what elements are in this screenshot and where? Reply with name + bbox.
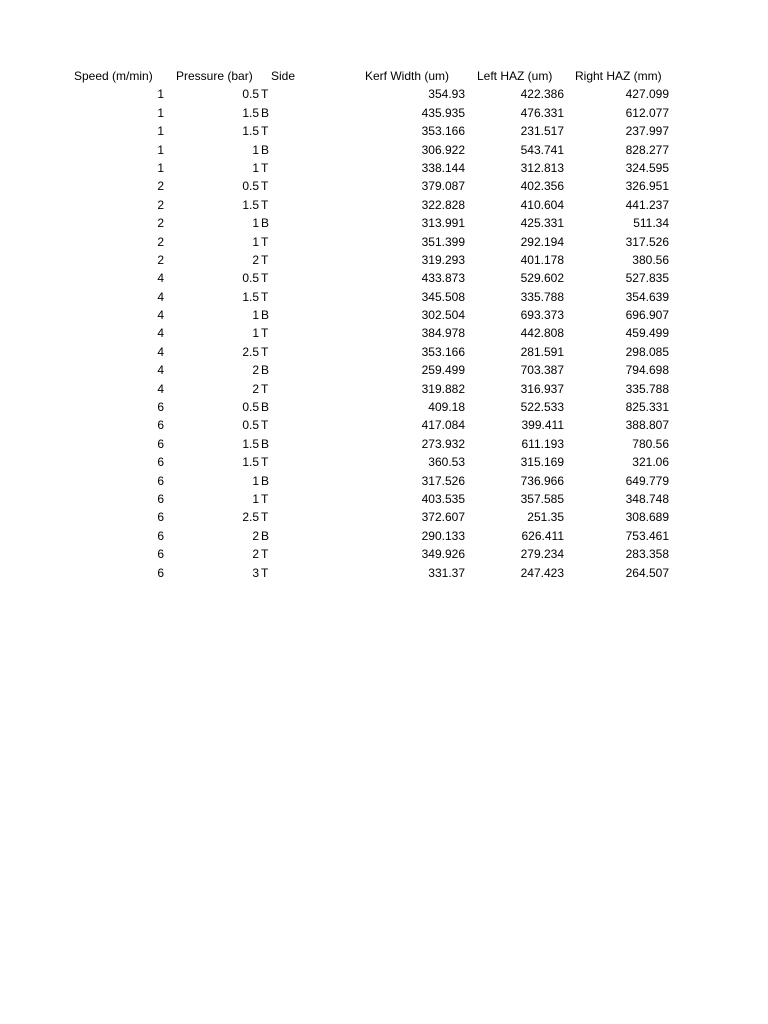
- cell-pressure: 0.5: [242, 271, 259, 286]
- table-row: [0, 508, 768, 526]
- cell-pressure: 0.5: [242, 400, 259, 415]
- cell-side: B: [261, 105, 270, 120]
- cell-side: T: [261, 289, 269, 304]
- cell-speed: 6: [157, 491, 164, 506]
- header-row: [0, 67, 768, 85]
- cell-kerf-width: 435.935: [421, 105, 465, 120]
- cell-kerf-width: 273.932: [421, 436, 465, 451]
- cell-left-haz: 247.423: [520, 565, 564, 580]
- cell-speed: 6: [157, 418, 164, 433]
- cell-kerf-width: 319.293: [421, 252, 465, 267]
- cell-side: T: [261, 565, 269, 580]
- table-row: [0, 233, 768, 251]
- cell-pressure: 2: [252, 528, 259, 543]
- cell-speed: 1: [157, 105, 164, 120]
- cell-kerf-width: 349.926: [421, 547, 465, 562]
- cell-left-haz: 231.517: [520, 124, 564, 139]
- cell-side: T: [261, 160, 269, 175]
- table-row: [0, 288, 768, 306]
- table-row: [0, 196, 768, 214]
- cell-left-haz: 312.813: [520, 160, 564, 175]
- cell-pressure: 2.5: [242, 510, 259, 525]
- cell-side: T: [261, 197, 269, 212]
- cell-right-haz: 427.099: [625, 87, 669, 102]
- cell-right-haz: 335.788: [625, 381, 669, 396]
- cell-kerf-width: 351.399: [421, 234, 465, 249]
- cell-pressure: 2.5: [242, 344, 259, 359]
- cell-left-haz: 281.591: [520, 344, 564, 359]
- table-row: [0, 122, 768, 140]
- cell-pressure: 1: [252, 216, 259, 231]
- cell-pressure: 2: [252, 381, 259, 396]
- cell-pressure: 1: [252, 308, 259, 323]
- cell-right-haz: 237.997: [625, 124, 669, 139]
- cell-speed: 4: [157, 289, 164, 304]
- cell-right-haz: 264.507: [625, 565, 669, 580]
- data-table: [0, 67, 768, 582]
- cell-right-haz: 348.748: [625, 491, 669, 506]
- cell-right-haz: 380.56: [632, 252, 669, 267]
- cell-pressure: 1.5: [242, 289, 259, 304]
- cell-side: T: [261, 418, 269, 433]
- cell-left-haz: 357.585: [520, 491, 564, 506]
- cell-pressure: 1: [252, 326, 259, 341]
- table-row: [0, 545, 768, 563]
- cell-left-haz: 442.808: [520, 326, 564, 341]
- cell-speed: 4: [157, 271, 164, 286]
- cell-left-haz: 529.602: [520, 271, 564, 286]
- cell-pressure: 1: [252, 491, 259, 506]
- cell-kerf-width: 360.53: [428, 455, 465, 470]
- table-row: [0, 453, 768, 471]
- cell-pressure: 1.5: [242, 105, 259, 120]
- cell-right-haz: 298.085: [625, 344, 669, 359]
- cell-speed: 2: [157, 179, 164, 194]
- cell-right-haz: 696.907: [625, 308, 669, 323]
- cell-speed: 1: [157, 160, 164, 175]
- table-row: [0, 85, 768, 103]
- cell-side: T: [261, 271, 269, 286]
- cell-side: B: [261, 363, 270, 378]
- cell-side: T: [261, 381, 269, 396]
- cell-speed: 4: [157, 363, 164, 378]
- cell-right-haz: 527.835: [625, 271, 669, 286]
- cell-pressure: 1.5: [242, 455, 259, 470]
- cell-left-haz: 292.194: [520, 234, 564, 249]
- cell-speed: 4: [157, 326, 164, 341]
- cell-speed: 6: [157, 547, 164, 562]
- cell-side: T: [261, 491, 269, 506]
- cell-kerf-width: 331.37: [428, 565, 465, 580]
- cell-speed: 6: [157, 455, 164, 470]
- cell-right-haz: 283.358: [625, 547, 669, 562]
- cell-kerf-width: 417.084: [421, 418, 465, 433]
- cell-side: T: [261, 234, 269, 249]
- cell-right-haz: 317.526: [625, 234, 669, 249]
- cell-side: B: [261, 400, 270, 415]
- table-row: [0, 306, 768, 324]
- cell-kerf-width: 409.18: [428, 400, 465, 415]
- cell-left-haz: 522.533: [520, 400, 564, 415]
- cell-side: T: [261, 124, 269, 139]
- cell-kerf-width: 290.133: [421, 528, 465, 543]
- cell-speed: 4: [157, 381, 164, 396]
- cell-right-haz: 825.331: [625, 400, 669, 415]
- cell-kerf-width: 353.166: [421, 344, 465, 359]
- cell-speed: 1: [157, 142, 164, 157]
- cell-right-haz: 326.951: [625, 179, 669, 194]
- cell-kerf-width: 302.504: [421, 308, 465, 323]
- cell-side: B: [261, 308, 270, 323]
- cell-kerf-width: 353.166: [421, 124, 465, 139]
- cell-side: B: [261, 528, 270, 543]
- cell-speed: 2: [157, 216, 164, 231]
- header-left-haz: Left HAZ (um): [477, 69, 553, 83]
- cell-left-haz: 315.169: [520, 455, 564, 470]
- cell-kerf-width: 403.535: [421, 491, 465, 506]
- table-row: [0, 361, 768, 379]
- table-row: [0, 324, 768, 342]
- cell-left-haz: 425.331: [520, 216, 564, 231]
- cell-speed: 1: [157, 87, 164, 102]
- cell-pressure: 1.5: [242, 197, 259, 212]
- table-row: [0, 214, 768, 232]
- cell-side: B: [261, 142, 270, 157]
- cell-left-haz: 693.373: [520, 308, 564, 323]
- cell-right-haz: 780.56: [632, 436, 669, 451]
- cell-left-haz: 402.356: [520, 179, 564, 194]
- cell-left-haz: 626.411: [521, 528, 564, 543]
- table-row: [0, 527, 768, 545]
- cell-pressure: 1: [252, 234, 259, 249]
- table-row: [0, 251, 768, 269]
- cell-kerf-width: 354.93: [428, 87, 465, 102]
- table-row: [0, 490, 768, 508]
- header-speed: Speed (m/min): [74, 69, 153, 83]
- cell-right-haz: 354.639: [625, 289, 669, 304]
- cell-left-haz: 399.411: [521, 418, 564, 433]
- cell-right-haz: 511.34: [633, 216, 669, 231]
- cell-pressure: 2: [252, 252, 259, 267]
- cell-left-haz: 476.331: [520, 105, 564, 120]
- cell-pressure: 0.5: [242, 418, 259, 433]
- cell-kerf-width: 306.922: [421, 142, 465, 157]
- cell-kerf-width: 384.978: [421, 326, 465, 341]
- cell-pressure: 3: [252, 565, 259, 580]
- cell-left-haz: 279.234: [520, 547, 564, 562]
- cell-side: T: [261, 326, 269, 341]
- cell-kerf-width: 259.499: [421, 363, 465, 378]
- header-kerf-width: Kerf Width (um): [365, 69, 450, 83]
- cell-kerf-width: 379.087: [421, 179, 465, 194]
- cell-kerf-width: 319.882: [421, 381, 465, 396]
- cell-left-haz: 543.741: [520, 142, 564, 157]
- cell-right-haz: 324.595: [625, 160, 669, 175]
- cell-right-haz: 459.499: [625, 326, 669, 341]
- cell-speed: 6: [157, 436, 164, 451]
- cell-speed: 2: [157, 234, 164, 249]
- table-row: [0, 343, 768, 361]
- cell-pressure: 1: [252, 142, 259, 157]
- cell-right-haz: 612.077: [625, 105, 669, 120]
- cell-pressure: 1.5: [242, 436, 259, 451]
- cell-side: T: [261, 179, 269, 194]
- cell-right-haz: 388.807: [625, 418, 669, 433]
- cell-pressure: 1: [252, 473, 259, 488]
- table-body: [0, 85, 768, 582]
- cell-pressure: 0.5: [242, 179, 259, 194]
- cell-left-haz: 703.387: [520, 363, 564, 378]
- cell-right-haz: 321.06: [632, 455, 669, 470]
- cell-speed: 6: [157, 565, 164, 580]
- cell-side: T: [261, 344, 269, 359]
- cell-side: B: [261, 216, 270, 231]
- table-row: [0, 398, 768, 416]
- cell-kerf-width: 313.991: [421, 216, 465, 231]
- cell-side: T: [261, 252, 269, 267]
- cell-side: B: [261, 473, 270, 488]
- cell-pressure: 1: [252, 160, 259, 175]
- cell-right-haz: 828.277: [625, 142, 669, 157]
- cell-side: T: [261, 87, 269, 102]
- table-row: [0, 141, 768, 159]
- cell-speed: 6: [157, 400, 164, 415]
- table-row: [0, 177, 768, 195]
- cell-right-haz: 794.698: [625, 363, 669, 378]
- cell-speed: 6: [157, 473, 164, 488]
- cell-kerf-width: 338.144: [421, 160, 465, 175]
- cell-side: T: [261, 455, 269, 470]
- table-row: [0, 472, 768, 490]
- cell-kerf-width: 345.508: [421, 289, 465, 304]
- table-row: [0, 269, 768, 287]
- table-row: [0, 159, 768, 177]
- cell-right-haz: 441.237: [625, 197, 669, 212]
- cell-kerf-width: 322.828: [421, 197, 465, 212]
- cell-speed: 2: [157, 252, 164, 267]
- table-row: [0, 564, 768, 582]
- cell-speed: 4: [157, 308, 164, 323]
- cell-kerf-width: 372.607: [421, 510, 465, 525]
- cell-speed: 4: [157, 344, 164, 359]
- cell-right-haz: 753.461: [625, 528, 669, 543]
- cell-pressure: 1.5: [242, 124, 259, 139]
- cell-left-haz: 401.178: [520, 252, 564, 267]
- header-pressure: Pressure (bar): [176, 69, 253, 83]
- cell-kerf-width: 433.873: [421, 271, 465, 286]
- header-side: Side: [271, 69, 296, 83]
- cell-side: T: [261, 510, 269, 525]
- cell-left-haz: 410.604: [520, 197, 564, 212]
- cell-side: B: [261, 436, 270, 451]
- cell-left-haz: 611.193: [521, 436, 564, 451]
- cell-left-haz: 316.937: [520, 381, 564, 396]
- cell-left-haz: 251.35: [527, 510, 564, 525]
- cell-pressure: 2: [252, 363, 259, 378]
- cell-kerf-width: 317.526: [421, 473, 465, 488]
- table-row: [0, 416, 768, 434]
- cell-right-haz: 649.779: [625, 473, 669, 488]
- cell-side: T: [261, 547, 269, 562]
- cell-speed: 6: [157, 510, 164, 525]
- cell-left-haz: 422.386: [520, 87, 564, 102]
- table-row: [0, 104, 768, 122]
- cell-speed: 1: [157, 124, 164, 139]
- table-row: [0, 435, 768, 453]
- table-row: [0, 380, 768, 398]
- cell-speed: 6: [157, 528, 164, 543]
- cell-pressure: 0.5: [242, 87, 259, 102]
- cell-right-haz: 308.689: [625, 510, 669, 525]
- cell-left-haz: 335.788: [520, 289, 564, 304]
- cell-left-haz: 736.966: [520, 473, 564, 488]
- cell-pressure: 2: [252, 547, 259, 562]
- cell-speed: 2: [157, 197, 164, 212]
- header-right-haz: Right HAZ (mm): [575, 69, 662, 83]
